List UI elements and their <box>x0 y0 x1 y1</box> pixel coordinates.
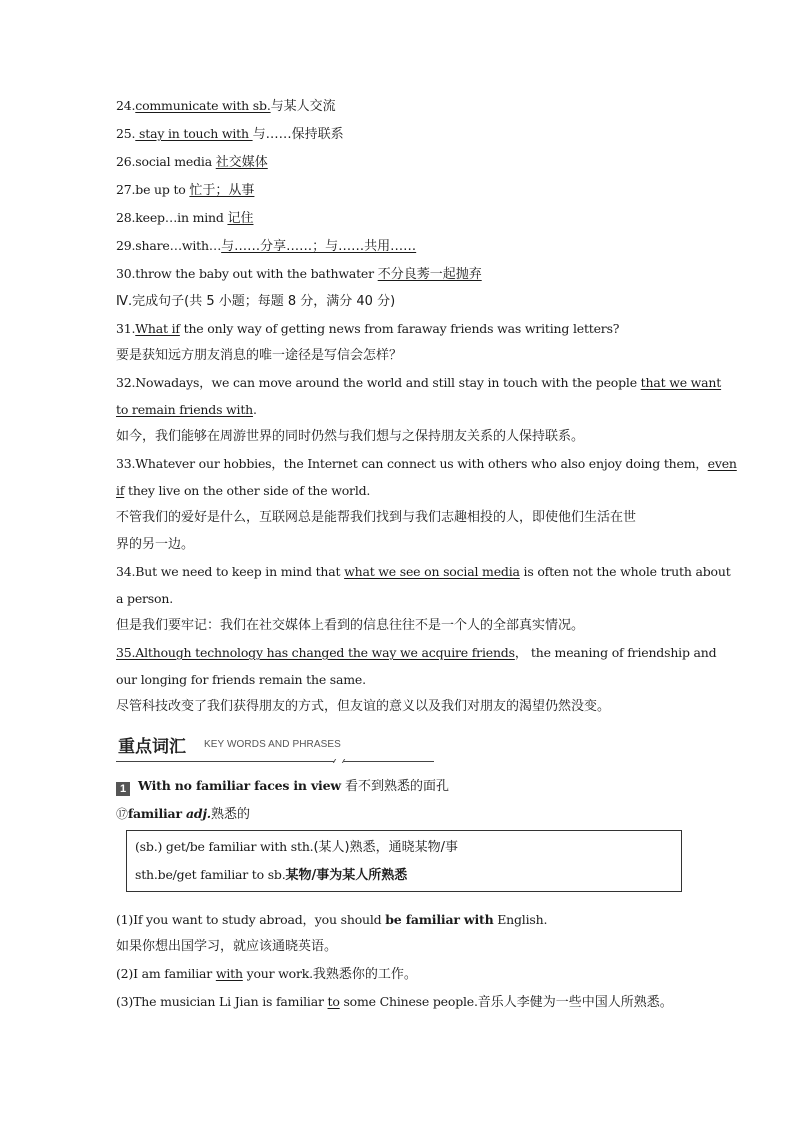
derivation-line <box>116 800 678 828</box>
sentence-32: 32.Nowadays，we can move around the world and still stay in touch with the people that we want <box>116 375 722 390</box>
example-3: (3)The musician Li Jian is familiar to some Chinese people.音乐人李健为一些中国人所熟悉。 <box>116 994 673 1010</box>
example-2: (2)I am familiar with your work.我熟悉你的工作。 <box>116 966 417 982</box>
answer-blank: even <box>707 456 737 471</box>
phrase-item: 29.share…with…与……分享……；与……共用…… <box>116 238 417 254</box>
answer-blank: to <box>327 994 340 1009</box>
headword-meaning: 熟悉的 <box>210 807 250 822</box>
sentence-31: 31.What if the only way of getting news from faraway friends was writing letters? <box>116 321 620 336</box>
phrase-item: 27.be up to 忙于；从事 <box>116 182 255 198</box>
phrase-item: 24.communicate with sb.与某人交流 <box>116 98 336 114</box>
answer-blank: if <box>116 483 125 498</box>
section-title: Ⅳ.完成句子(共 5 小题；每题 8 分，满分 40 分) <box>116 294 396 309</box>
headword: familiar <box>127 806 182 821</box>
sentence-31-translation: 要是获知远方朋友消息的唯一途径是写信会怎样？ <box>116 348 403 363</box>
usage-line: sth.be/get familiar to sb.某物/事为某人所熟悉 <box>135 867 408 883</box>
example-1: (1)If you want to study abroad，you should be familiar with English. <box>116 912 548 927</box>
phrase-list <box>116 92 678 288</box>
example-1-translation: 如果你想出国学习，就应该通晓英语。 <box>116 939 338 954</box>
phrase-item: 30.throw the baby out with the bathwater 不分良莠一起抛弃 <box>116 266 482 282</box>
key-words-title: 重点词汇 <box>118 737 186 757</box>
sentence-33-translation: 不管我们的爱好是什么，互联网总是能帮我们找到与我们志趣相投的人，即使他们生活在世 <box>116 510 637 525</box>
sentence-33: 33.Whatever our hobbies，the Internet can connect us with others who also enjoy doing them，even <box>116 456 737 471</box>
sentence-33-cont: if they live on the other side of the world. <box>116 483 371 498</box>
sentence-32-translation: 如今，我们能够在周游世界的同时仍然与我们想与之保持朋友关系的人保持联系。 <box>116 429 585 444</box>
sentence-34-cont: a person. <box>116 591 173 606</box>
sentence-34-translation: 但是我们要牢记：我们在社交媒体上看到的信息往往不是一个人的全部真实情况。 <box>116 618 585 633</box>
sentence-35-translation: 尽管科技改变了我们获得朋友的方式，但友谊的意义以及我们对朋友的渴望仍然没变。 <box>116 699 611 714</box>
item-phrase: With no familiar faces in view <box>138 778 341 793</box>
answer-blank: that we want <box>640 375 722 390</box>
sentence-34: 34.But we need to keep in mind that what we see on social media is often not the whole truth about <box>116 564 731 579</box>
phrase-item: 28.keep…in mind 记住 <box>116 210 254 226</box>
item-phrase-translation: 看不到熟悉的面孔 <box>340 779 450 794</box>
derivation-mark-icon: ⑰ <box>116 807 128 821</box>
item-1-heading <box>116 772 678 800</box>
sentence-33-translation-cont: 界的另一边。 <box>116 537 195 552</box>
header-notch <box>333 759 345 763</box>
header-rule <box>116 761 434 762</box>
phrase-item: 26.social media 社交媒体 <box>116 154 268 170</box>
answer-blank: what we see on social media <box>344 564 520 579</box>
part-of-speech: adj. <box>181 806 211 821</box>
document-page <box>116 92 737 1016</box>
sentence-35: 35.Although technology has changed the way we acquire friends， the meaning of friendship and <box>116 645 717 660</box>
answer-blank: to remain friends with <box>116 402 254 417</box>
answer-blank: with <box>215 966 243 981</box>
key-words-subtitle: KEY WORDS AND PHRASES <box>204 739 341 750</box>
usage-box <box>126 830 682 892</box>
key-words-header <box>116 728 434 764</box>
sentence-35-cont: our longing for friends remain the same. <box>116 672 366 687</box>
sentence-32-cont: to remain friends with. <box>116 402 257 417</box>
phrase-item: 25. stay in touch with 与……保持联系 <box>116 126 344 142</box>
usage-line: (sb.) get/be familiar with sth.(某人)熟悉，通晓某物/事 <box>135 839 458 855</box>
answer-blank: What if <box>135 321 180 336</box>
answer-blank: 35.Although technology has changed the way we acquire friends <box>116 645 515 660</box>
item-number-badge: 1 <box>116 782 130 796</box>
